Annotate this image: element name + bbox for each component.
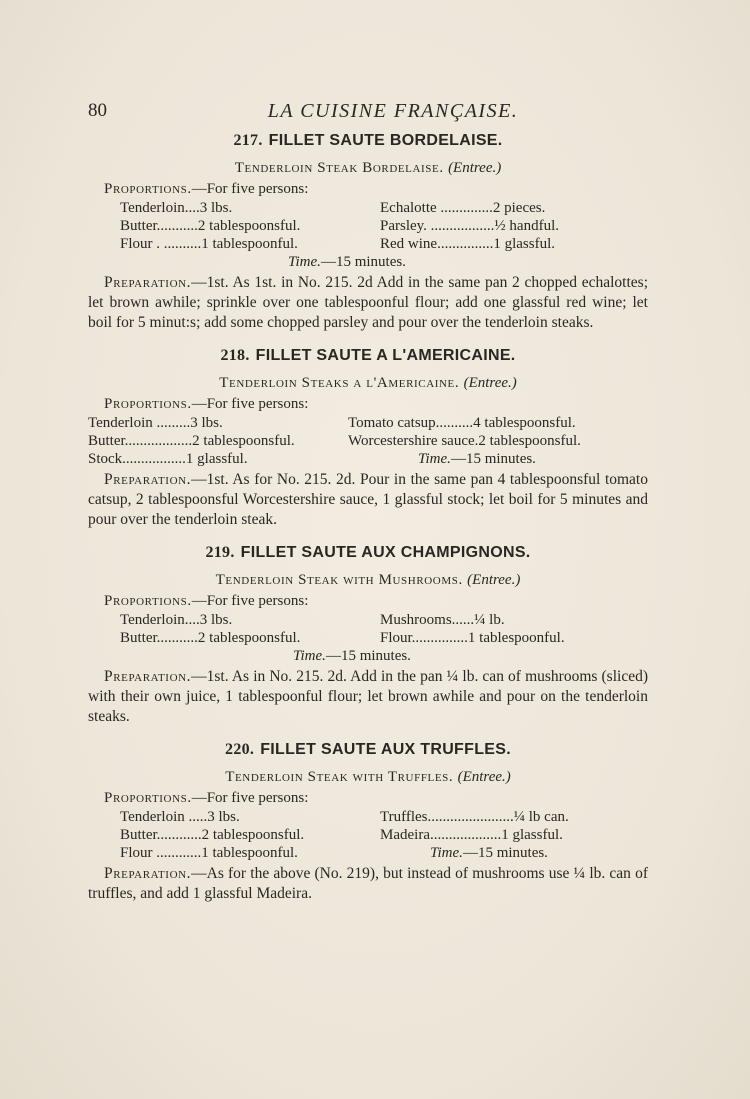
- recipe-title-text: FILLET SAUTE AUX CHAMPIGNONS.: [240, 544, 531, 561]
- preparation-paragraph: [88, 864, 648, 904]
- proportions-label: Proportions.: [104, 790, 192, 806]
- recipe-title-text: FILLET SAUTE AUX TRUFFLES.: [260, 741, 511, 758]
- proportions-label: Proportions.: [104, 181, 192, 197]
- ingredient: Butter..................2 tablespoonsful.: [88, 433, 295, 449]
- recipe-219: [88, 544, 648, 727]
- time-value: —15 minutes.: [320, 254, 406, 270]
- recipe-subtitle-text: Tenderloin Steak Bordelaise.: [234, 160, 444, 176]
- page-number: 80: [88, 100, 107, 121]
- ingredient-row: [88, 826, 648, 844]
- recipe-subtitle: [88, 160, 648, 177]
- proportions-label: Proportions.: [104, 593, 192, 609]
- recipe-217: [88, 132, 648, 333]
- recipe-subtitle-text: Tenderloin Steaks a l'Americaine.: [219, 375, 460, 391]
- recipe-subtitle: [88, 572, 648, 589]
- preparation-label: Preparation.: [104, 865, 192, 882]
- ingredient: Worcestershire sauce.2 tablespoonsful.: [348, 433, 581, 449]
- time-label: Time.: [288, 254, 321, 270]
- recipe-subtitle-text: Tenderloin Steak with Truffles.: [225, 769, 454, 785]
- preparation-paragraph: [88, 470, 648, 530]
- recipe-218: [88, 347, 648, 530]
- ingredient-row: [88, 808, 648, 826]
- time-value: —15 minutes.: [462, 845, 548, 861]
- preparation-label: Preparation.: [104, 471, 192, 488]
- ingredient-row: [88, 217, 648, 235]
- recipe-title: [88, 544, 648, 562]
- ingredient-row: [88, 414, 648, 432]
- ingredient: Stock.................1 glassful.: [88, 451, 248, 467]
- ingredient-row: [88, 611, 648, 629]
- recipe-title-text: FILLET SAUTE BORDELAISE.: [268, 132, 503, 149]
- recipe-subtitle: [88, 769, 648, 786]
- proportions-heading: [104, 396, 648, 413]
- course-label: (Entree.): [457, 769, 511, 785]
- recipe-subtitle: [88, 375, 648, 392]
- ingredient: Butter............2 tablespoonsful.: [120, 827, 305, 843]
- proportions-text: —For five persons:: [191, 181, 309, 197]
- recipe-title: [88, 741, 648, 759]
- time-value: —15 minutes.: [450, 451, 536, 467]
- proportions-heading: [104, 181, 648, 198]
- preparation-text: —As for the above (No. 219), but instead of mushrooms use ¼ lb. can of truffles, and add 1 glassful Madeira.: [88, 865, 648, 902]
- preparation-paragraph: [88, 273, 648, 333]
- proportions-heading: [104, 790, 648, 807]
- preparation-label: Preparation.: [104, 668, 192, 685]
- ingredient-row: [88, 432, 648, 450]
- ingredient: Mushrooms......¼ lb.: [380, 612, 505, 628]
- recipe-number: 218.: [220, 347, 250, 364]
- proportions-label: Proportions.: [104, 396, 192, 412]
- time-label: Time.: [293, 648, 326, 664]
- time-label: Time.: [430, 845, 463, 861]
- ingredient: Flour . ..........1 tablespoonful.: [120, 236, 298, 252]
- recipe-title: [88, 132, 648, 150]
- ingredient-row: [88, 844, 648, 862]
- proportions-text: —For five persons:: [191, 396, 309, 412]
- cooking-time: [88, 253, 648, 271]
- running-title: LA CUISINE FRANÇAISE.: [267, 100, 519, 122]
- course-label: (Entree.): [448, 160, 502, 176]
- ingredient: Tenderloin....3 lbs.: [120, 200, 233, 216]
- course-label: (Entree.): [467, 572, 521, 588]
- ingredient: Tenderloin....3 lbs.: [120, 612, 233, 628]
- proportions-text: —For five persons:: [191, 790, 309, 806]
- ingredient: Butter...........2 tablespoonsful.: [120, 630, 301, 646]
- ingredient-row: [88, 629, 648, 647]
- cooking-time: [88, 647, 648, 665]
- time-label: Time.: [418, 451, 451, 467]
- ingredient: Tenderloin .....3 lbs.: [120, 809, 240, 825]
- ingredient: Parsley. .................½ handful.: [380, 218, 560, 234]
- ingredient: Flour...............1 tablespoonful.: [380, 630, 565, 646]
- ingredient: Madeira...................1 glassful.: [380, 827, 563, 843]
- ingredient-row: [88, 450, 648, 468]
- recipe-number: 220.: [225, 741, 255, 758]
- ingredient: Flour ............1 tablespoonful.: [120, 845, 298, 861]
- preparation-paragraph: [88, 667, 648, 727]
- time-value: —15 minutes.: [325, 648, 411, 664]
- ingredient: Echalotte ..............2 pieces.: [380, 200, 546, 216]
- recipe-subtitle-text: Tenderloin Steak with Mushrooms.: [215, 572, 463, 588]
- preparation-text: —1st. As 1st. in No. 215. 2d Add in the same pan 2 chopped echalottes; let brown awhile; sprinkle over one tablespoonful flour; add one glassful red wine; let boil for 5 minut:s; add some chopped parsley and pour over the tenderloin steaks.: [88, 274, 648, 331]
- ingredient: Tenderloin .........3 lbs.: [88, 415, 223, 431]
- proportions-text: —For five persons:: [191, 593, 309, 609]
- course-label: (Entree.): [463, 375, 517, 391]
- recipe-number: 219.: [205, 544, 235, 561]
- preparation-text: —1st. As in No. 215. 2d. Add in the pan ¼ lb. can of mushrooms (sliced) with their own juice, 1 tablespoonful flour; let brown awhile and pour on the tenderloin steaks.: [88, 668, 648, 725]
- ingredient: Butter...........2 tablespoonsful.: [120, 218, 301, 234]
- preparation-label: Preparation.: [104, 274, 192, 291]
- recipe-220: [88, 741, 648, 904]
- cooking-time: [380, 844, 648, 862]
- recipe-number: 217.: [233, 132, 263, 149]
- ingredient-row: [88, 235, 648, 253]
- recipe-title-text: FILLET SAUTE A L'AMERICAINE.: [255, 347, 516, 364]
- proportions-heading: [104, 593, 648, 610]
- running-header: [88, 100, 648, 126]
- page-content: [88, 132, 648, 918]
- ingredient: Truffles.......................¼ lb can.: [380, 809, 569, 825]
- ingredient: Tomato catsup..........4 tablespoonsful.: [348, 415, 576, 431]
- cooking-time: [348, 450, 648, 468]
- recipe-title: [88, 347, 648, 365]
- ingredient: Red wine...............1 glassful.: [380, 236, 555, 252]
- ingredient-row: [88, 199, 648, 217]
- preparation-text: —1st. As for No. 215. 2d. Pour in the same pan 4 tablespoonsful tomato catsup, 2 tablespoonsful Worcestershire sauce, 1 glassful stock; let boil for 5 minutes and pour over the tenderloin steak.: [88, 471, 648, 528]
